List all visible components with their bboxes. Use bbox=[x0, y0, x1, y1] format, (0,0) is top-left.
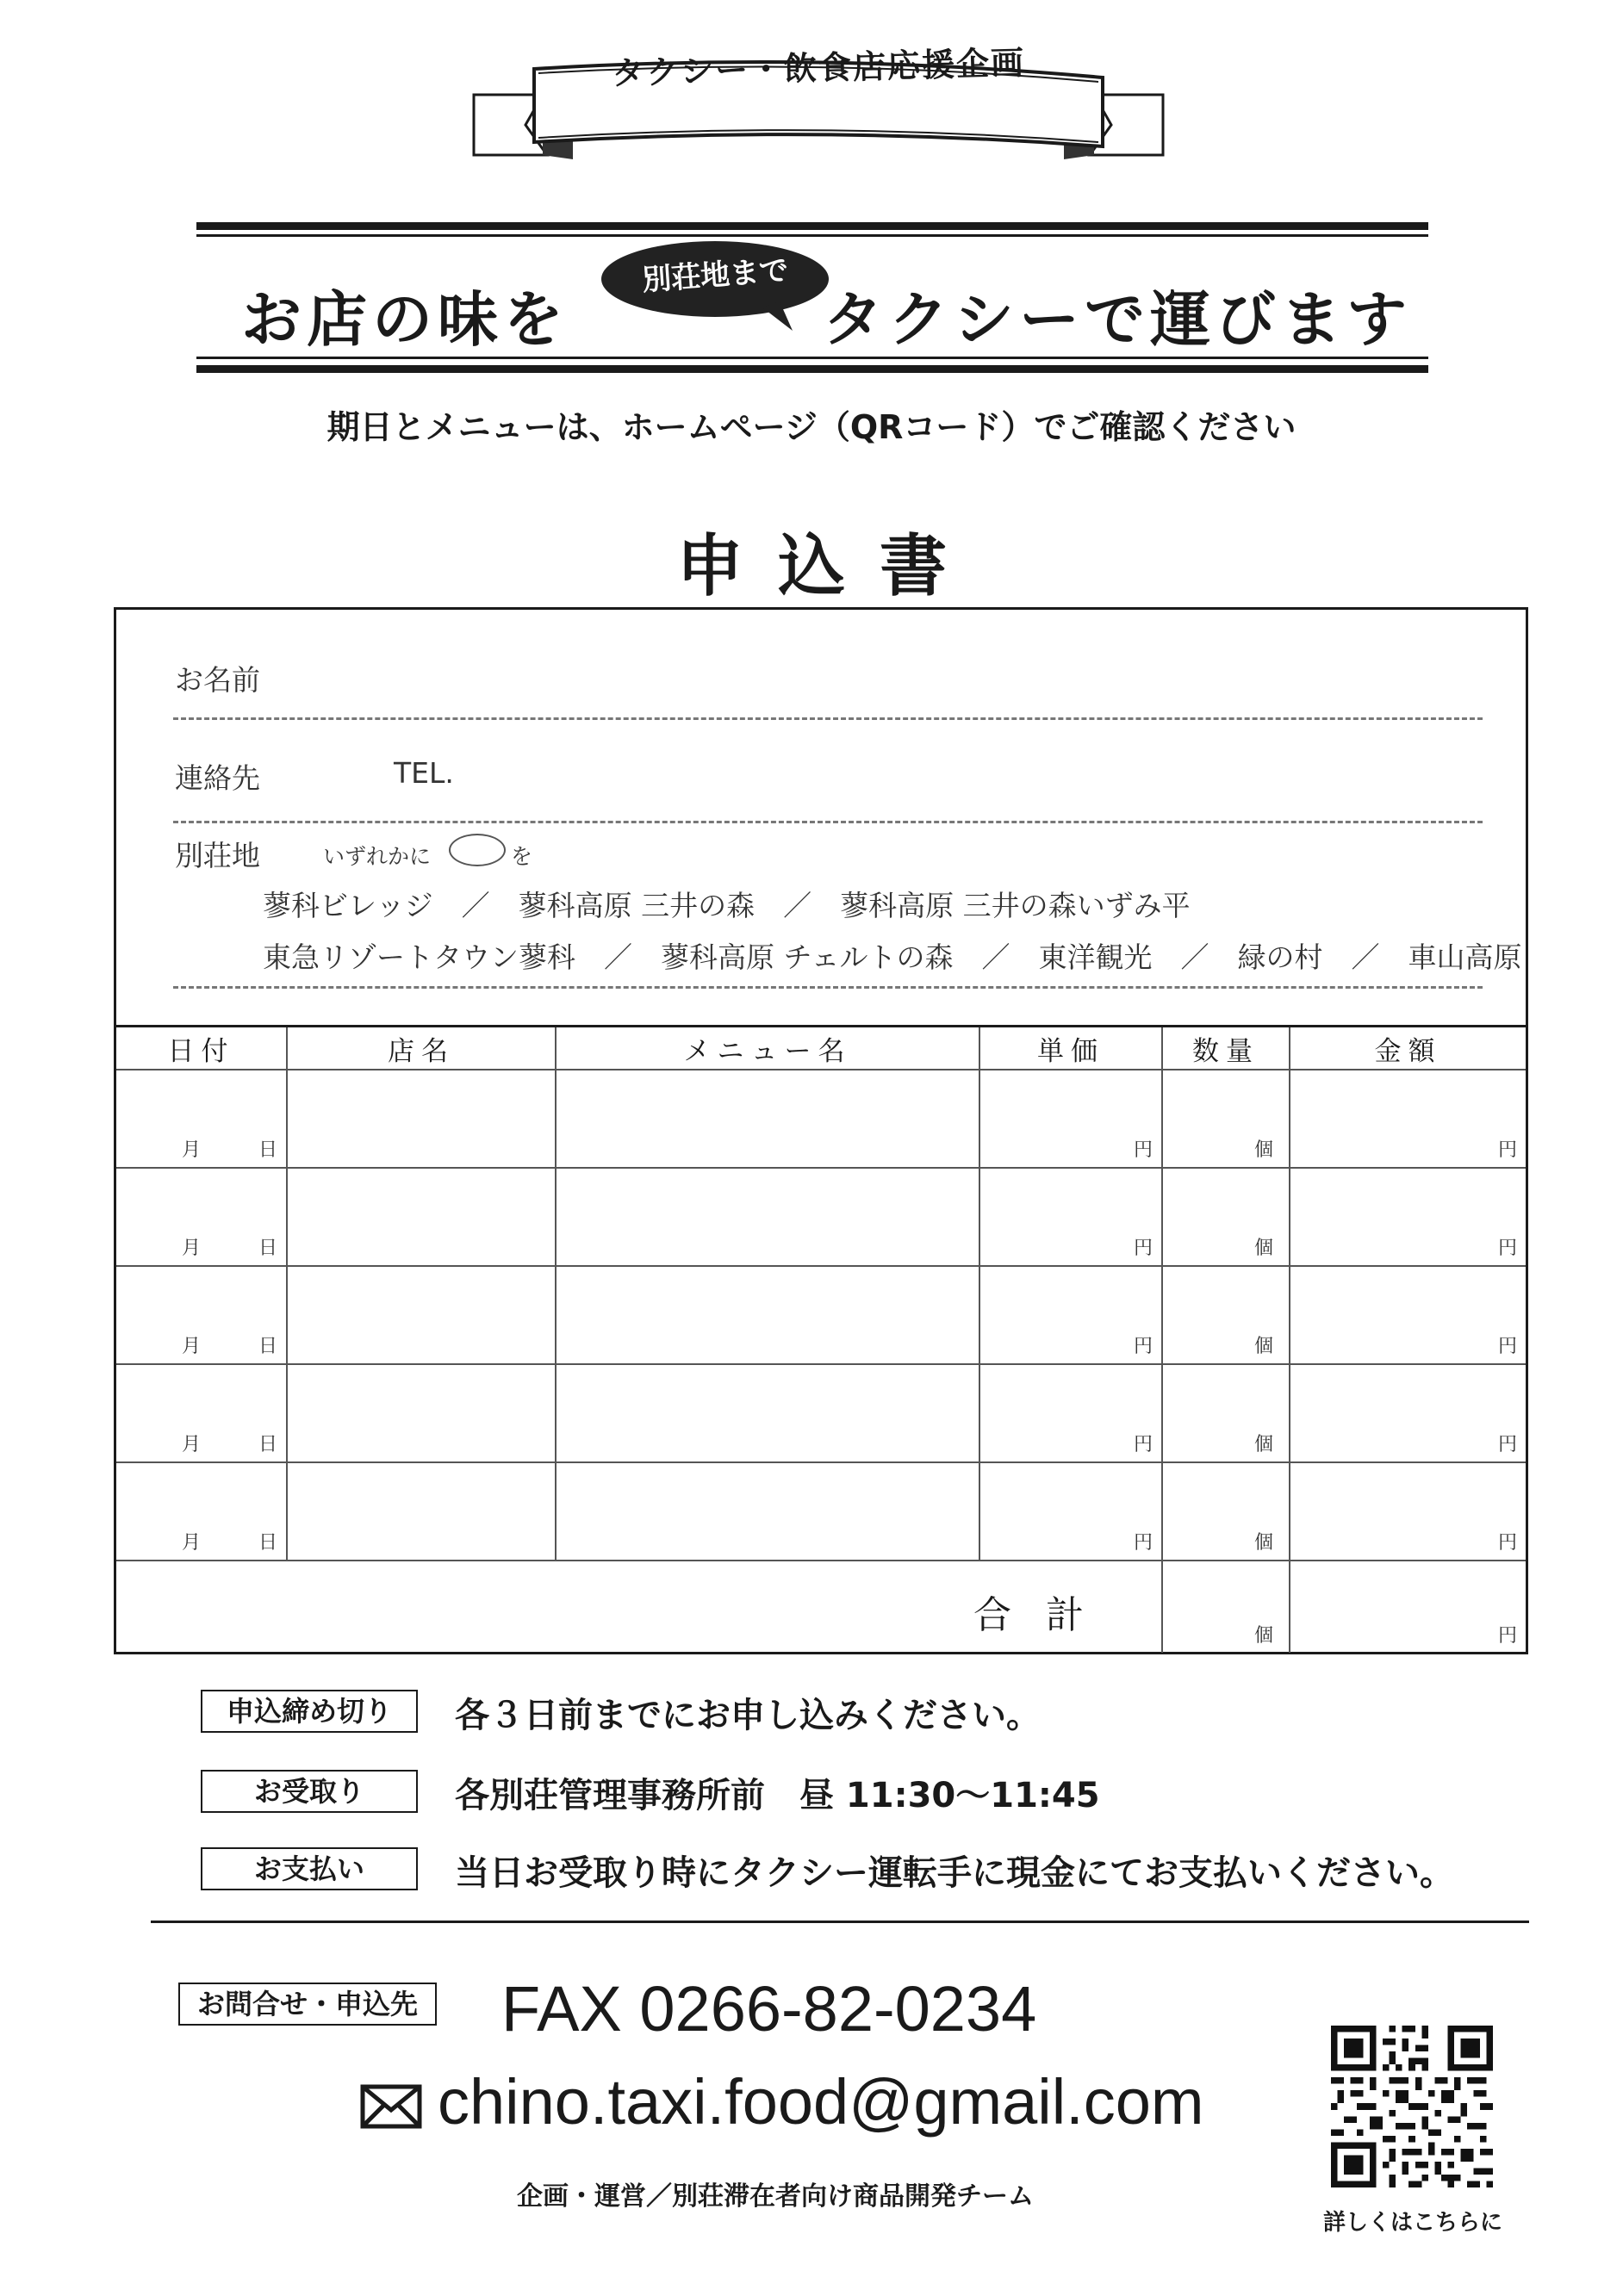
count-unit: 個 bbox=[1253, 1336, 1273, 1357]
count-unit: 個 bbox=[1253, 1532, 1273, 1554]
unit-price-cell[interactable] bbox=[979, 1070, 1162, 1168]
date-cell[interactable] bbox=[116, 1364, 287, 1462]
menu-cell[interactable] bbox=[556, 1462, 979, 1561]
header-shop: 店名 bbox=[287, 1027, 556, 1070]
contact-field-line[interactable] bbox=[173, 821, 1483, 823]
shop-cell[interactable] bbox=[287, 1266, 556, 1364]
name-label: お名前 bbox=[175, 663, 260, 697]
email-link[interactable]: chino.taxi.food@gmail.com bbox=[438, 2066, 1204, 2138]
menu-cell[interactable] bbox=[556, 1168, 979, 1266]
header-date: 日付 bbox=[116, 1027, 287, 1070]
table-header-row bbox=[116, 1027, 1526, 1070]
table-row bbox=[116, 1070, 1526, 1168]
amount-cell[interactable] bbox=[1290, 1168, 1526, 1266]
table-row bbox=[116, 1266, 1526, 1364]
yen-unit: 円 bbox=[1497, 1434, 1517, 1455]
shop-cell[interactable] bbox=[287, 1462, 556, 1561]
date-cell[interactable] bbox=[116, 1168, 287, 1266]
total-quantity-cell[interactable] bbox=[1162, 1561, 1290, 1653]
headline-right: タクシーで運びます bbox=[823, 284, 1412, 355]
yen-unit: 円 bbox=[1133, 1336, 1153, 1357]
shop-cell[interactable] bbox=[287, 1070, 556, 1168]
contact-section-label: お問合せ・申込先 bbox=[178, 1983, 437, 2026]
total-row bbox=[116, 1561, 1526, 1653]
yen-unit: 円 bbox=[1133, 1238, 1153, 1259]
unit-price-cell[interactable] bbox=[979, 1364, 1162, 1462]
header-unit-price: 単価 bbox=[979, 1027, 1162, 1070]
payment-label: お支払い bbox=[201, 1847, 418, 1890]
circle-mark-icon bbox=[449, 834, 506, 866]
deadline-text: 各３日前までにお申し込みください。 bbox=[455, 1696, 1041, 1735]
organizer-text: 企画・運営／別荘滞在者向け商品開発チーム bbox=[517, 2181, 1034, 2212]
quantity-cell[interactable] bbox=[1162, 1266, 1290, 1364]
month-label: 月 bbox=[182, 1139, 202, 1161]
name-field-line[interactable] bbox=[173, 717, 1483, 720]
quantity-cell[interactable] bbox=[1162, 1070, 1290, 1168]
amount-cell[interactable] bbox=[1290, 1364, 1526, 1462]
day-label: 日 bbox=[258, 1238, 278, 1259]
total-label: 合計 bbox=[973, 1593, 1118, 1637]
amount-cell[interactable] bbox=[1290, 1070, 1526, 1168]
yen-unit: 円 bbox=[1497, 1336, 1517, 1357]
table-row bbox=[116, 1462, 1526, 1561]
shop-cell[interactable] bbox=[287, 1168, 556, 1266]
notice-text: 期日とメニューは、ホームページ（QRコード）でご確認ください bbox=[326, 408, 1297, 446]
count-unit: 個 bbox=[1253, 1625, 1273, 1647]
order-table bbox=[116, 1025, 1526, 1653]
unit-price-cell[interactable] bbox=[979, 1266, 1162, 1364]
count-unit: 個 bbox=[1253, 1434, 1273, 1455]
pickup-text: 各別荘管理事務所前 昼 11:30〜11:45 bbox=[455, 1776, 1100, 1815]
tel-label: TEL. bbox=[394, 756, 454, 790]
header-menu: メニュー名 bbox=[556, 1027, 979, 1070]
villa-label: 別荘地 bbox=[175, 839, 260, 872]
count-unit: 個 bbox=[1253, 1238, 1273, 1259]
villa-options-line2[interactable]: 東急リゾートタウン蓼科 ／ 蓼科高原 チェルトの森 ／ 東洋観光 ／ 緑の村 ／ 車山高原 bbox=[263, 940, 1522, 974]
table-row bbox=[116, 1364, 1526, 1462]
fax-number: FAX 0266-82-0234 bbox=[501, 1973, 1037, 2045]
menu-cell[interactable] bbox=[556, 1070, 979, 1168]
menu-cell[interactable] bbox=[556, 1364, 979, 1462]
day-label: 日 bbox=[258, 1139, 278, 1161]
day-label: 日 bbox=[258, 1434, 278, 1455]
menu-cell[interactable] bbox=[556, 1266, 979, 1364]
header-quantity: 数量 bbox=[1162, 1027, 1290, 1070]
date-cell[interactable] bbox=[116, 1462, 287, 1561]
title-rule-top-thick bbox=[196, 222, 1428, 230]
total-amount-cell[interactable] bbox=[1290, 1561, 1526, 1653]
quantity-cell[interactable] bbox=[1162, 1364, 1290, 1462]
unit-price-cell[interactable] bbox=[979, 1168, 1162, 1266]
month-label: 月 bbox=[182, 1434, 202, 1455]
yen-unit: 円 bbox=[1497, 1532, 1517, 1554]
table-row bbox=[116, 1168, 1526, 1266]
month-label: 月 bbox=[182, 1532, 202, 1554]
villa-options-line1[interactable]: 蓼科ビレッジ ／ 蓼科高原 三井の森 ／ 蓼科高原 三井の森いずみ平 bbox=[263, 889, 1191, 922]
month-label: 月 bbox=[182, 1336, 202, 1357]
yen-unit: 円 bbox=[1497, 1625, 1517, 1647]
amount-cell[interactable] bbox=[1290, 1462, 1526, 1561]
amount-cell[interactable] bbox=[1290, 1266, 1526, 1364]
count-unit: 個 bbox=[1253, 1139, 1273, 1161]
title-rule-bottom-thick bbox=[196, 365, 1428, 373]
yen-unit: 円 bbox=[1133, 1434, 1153, 1455]
villa-field-line bbox=[173, 986, 1483, 989]
ribbon-text: タクシー・飲食店応援企画 bbox=[611, 43, 1026, 93]
section-divider bbox=[151, 1921, 1529, 1923]
header-amount: 金額 bbox=[1290, 1027, 1526, 1070]
villa-hint-after: を bbox=[511, 844, 533, 869]
yen-unit: 円 bbox=[1133, 1532, 1153, 1554]
qr-code[interactable] bbox=[1331, 2026, 1493, 2187]
unit-price-cell[interactable] bbox=[979, 1462, 1162, 1561]
yen-unit: 円 bbox=[1133, 1139, 1153, 1161]
payment-text: 当日お受取り時にタクシー運転手に現金にてお支払いください。 bbox=[455, 1853, 1454, 1893]
application-form bbox=[114, 607, 1528, 1654]
date-cell[interactable] bbox=[116, 1266, 287, 1364]
headline-left: お店の味を bbox=[241, 284, 569, 355]
contact-label: 連絡先 bbox=[175, 761, 260, 795]
deadline-label: 申込締め切り bbox=[201, 1690, 418, 1733]
quantity-cell[interactable] bbox=[1162, 1462, 1290, 1561]
month-label: 月 bbox=[182, 1238, 202, 1259]
shop-cell[interactable] bbox=[287, 1364, 556, 1462]
date-cell[interactable] bbox=[116, 1070, 287, 1168]
speech-bubble-text: 別荘地まで bbox=[641, 253, 790, 298]
pickup-label: お受取り bbox=[201, 1770, 418, 1813]
mail-icon bbox=[360, 2084, 422, 2129]
total-label-cell bbox=[116, 1561, 1162, 1653]
form-title: 申込書 bbox=[675, 528, 981, 605]
villa-hint-before: いずれかに bbox=[323, 844, 432, 869]
day-label: 日 bbox=[258, 1336, 278, 1357]
day-label: 日 bbox=[258, 1532, 278, 1554]
yen-unit: 円 bbox=[1497, 1238, 1517, 1259]
quantity-cell[interactable] bbox=[1162, 1168, 1290, 1266]
qr-caption: 詳しくはこちらに bbox=[1322, 2210, 1502, 2236]
yen-unit: 円 bbox=[1497, 1139, 1517, 1161]
